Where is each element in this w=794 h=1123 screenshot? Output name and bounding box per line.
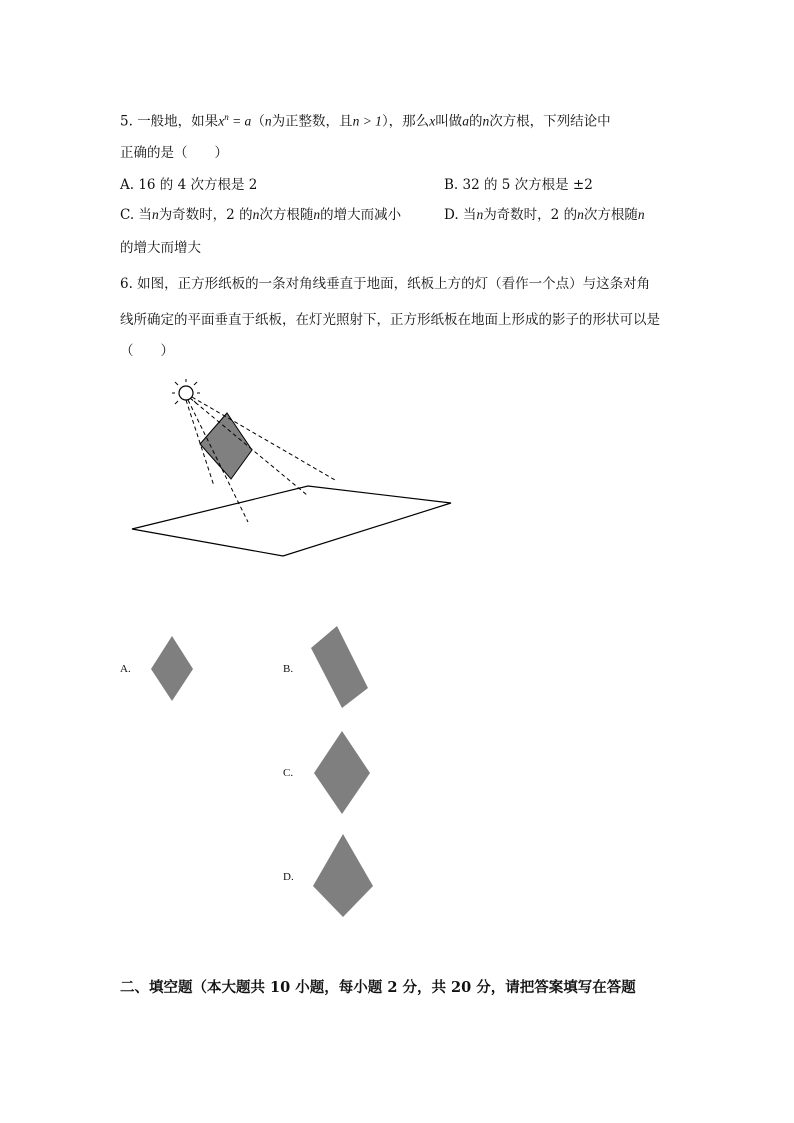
q5-option-d-line2: 的增大而增大: [120, 240, 201, 256]
q5-stem-line2: 正确的是（ ）: [120, 145, 228, 161]
q5-option-a: A. 16 的 4 次方根是 2: [120, 177, 258, 193]
option-b-label[interactable]: B.: [283, 663, 294, 675]
ground-plane: [132, 486, 451, 556]
q6-stem-line2: 线所确定的平面垂直于纸板，在灯光照射下，正方形纸板在地面上形成的影子的形状可以是: [120, 312, 660, 328]
q6-stem-line1: 6. 如图，正方形纸板的一条对角线垂直于地面，纸板上方的灯（看作一个点）与这条对角: [120, 276, 651, 292]
q5-option-b: B. 32 的 5 次方根是 ±2: [444, 177, 593, 193]
q6-stem-line3: （ ）: [120, 343, 174, 359]
option-a-label[interactable]: A.: [120, 663, 131, 675]
light-rays: [186, 397, 335, 522]
option-b-shape: [311, 626, 368, 708]
option-c-label[interactable]: C.: [283, 767, 294, 779]
q5-option-d: D. 当n为奇数时，2 的n次方根随n: [444, 207, 645, 223]
option-a-shape: [151, 636, 193, 701]
q5-stem-line1: 5. 一般地，如果$x^n = a(n$为正整数，且n > 1），那么x叫做a的n次方根，下列结论中: [120, 112, 611, 130]
option-d-shape: [313, 834, 373, 917]
q5-option-c: C. 当n为奇数时，2 的n次方根随n的增大而减小: [120, 207, 402, 223]
option-c-shape: [314, 731, 370, 814]
option-d-label[interactable]: D.: [283, 871, 294, 883]
square-board: [200, 413, 252, 479]
section-2-heading: 二、填空题（本大题共 10 小题，每小题 2 分，共 20 分，请把答案填写在答题: [120, 979, 636, 996]
